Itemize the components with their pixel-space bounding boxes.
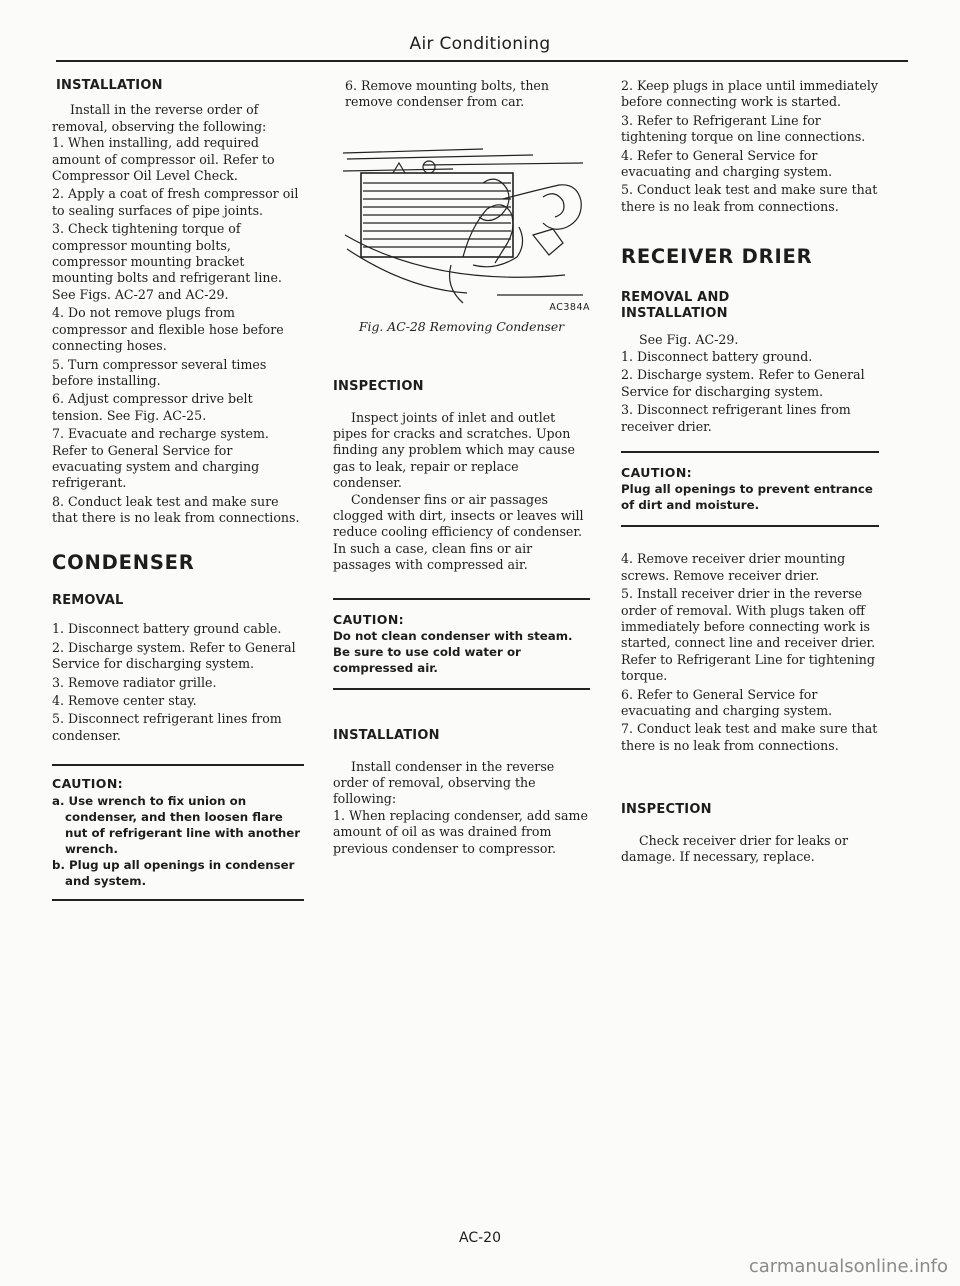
- caution-list: [52, 793, 304, 889]
- removal-step: 3. Remove radiator grille.: [52, 674, 217, 690]
- caution-title: CAUTION:: [333, 611, 405, 627]
- installation-heading: INSTALLATION: [333, 728, 440, 744]
- installation-step: 6. Adjust compressor drive belt tension. See Fig. AC-25.: [52, 391, 253, 423]
- see-figure: See Fig. AC-29.: [639, 332, 739, 348]
- installation-step: 3. Check tightening torque of compressor mounting bolts, compressor mounting bracket mounting bolts and refrigerant line. See Figs. AC-27 and AC-29.: [52, 221, 282, 302]
- inspection-heading: INSPECTION: [333, 379, 424, 395]
- installation-step: 4. Do not remove plugs from compressor and flexible hose before connecting hoses.: [52, 305, 284, 354]
- removal-heading: REMOVAL: [52, 592, 124, 608]
- installation-step: 7. Evacuate and recharge system. Refer to General Service for evacuating system and charging refrigerant.: [52, 426, 269, 491]
- page-number: AC-20: [459, 1230, 501, 1246]
- caution-item: a. Use wrench to fix union on condenser, and then loosen flare nut of refrigerant line with another wrench.: [52, 793, 301, 856]
- caution-rule-top: [333, 598, 590, 600]
- installation-step: 5. Conduct leak test and make sure that there is no leak from connections.: [621, 182, 878, 214]
- inspection-text: Check receiver drier for leaks or damage. If necessary, replace.: [621, 832, 849, 864]
- installation-step: 8. Conduct leak test and make sure that there is no leak from connections.: [52, 493, 300, 526]
- installation-step: 5. Turn compressor several times before installing.: [52, 356, 267, 388]
- removal-step: 4. Remove receiver drier mounting screws. Remove receiver drier.: [621, 551, 846, 583]
- installation-step: 4. Refer to General Service for evacuating and charging system.: [621, 147, 833, 180]
- watermark: carmanualsonline.info: [748, 1256, 948, 1277]
- removal-step: 2. Discharge system. Refer to General Service for discharging system.: [52, 639, 296, 672]
- installation-step: 2. Apply a coat of fresh compressor oil to sealing surfaces of pipe joints.: [52, 186, 299, 218]
- caution-text: Do not clean condenser with steam. Be sure to use cold water or compressed air.: [333, 629, 573, 676]
- page-title: Air Conditioning: [409, 34, 551, 54]
- receiver-drier-heading: RECEIVER DRIER: [621, 245, 813, 269]
- installation-step: 3. Refer to Refrigerant Line for tightening torque on line connections.: [621, 112, 866, 145]
- inspection-paragraph: Condenser fins or air passages clogged with dirt, insects or leaves will reduce cooling efficiency of condenser. In such a case, clean fins or air passages with compressed air.: [333, 491, 584, 573]
- figure-caption: Fig. AC-28 Removing Condenser: [358, 318, 565, 334]
- removal-step: 3. Disconnect refrigerant lines from receiver drier.: [621, 402, 851, 434]
- installation-intro: Install condenser in the reverse order of removal, observing the following:: [333, 758, 555, 807]
- removal-step: 6. Refer to General Service for evacuating and charging system.: [621, 686, 833, 718]
- caution-rule-top: [52, 764, 304, 766]
- caution-rule-top: [621, 451, 879, 453]
- condenser-figure: [333, 139, 590, 317]
- removal-step: 1. Disconnect battery ground.: [621, 348, 813, 364]
- installation-heading: INSTALLATION: [56, 78, 163, 93]
- condenser-illustration: [333, 139, 590, 304]
- installation-step: 2. Keep plugs in place until immediately before connecting work is started.: [621, 78, 878, 110]
- caution-title: CAUTION:: [621, 464, 693, 480]
- condenser-heading: CONDENSER: [52, 550, 195, 574]
- removal-step: 4. Remove center stay.: [52, 693, 197, 708]
- removal-step: 2. Discharge system. Refer to General Service for discharging system.: [621, 367, 865, 399]
- removal-installation-heading: REMOVAL AND INSTALLATION: [621, 289, 730, 322]
- inspection-heading: INSPECTION: [621, 802, 712, 818]
- inspection-paragraph: Inspect joints of inlet and outlet pipes for cracks and scratches. Upon finding any problem which may cause gas to leak, repair or replace condenser.: [333, 409, 575, 491]
- removal-step: 5. Disconnect refrigerant lines from condenser.: [52, 711, 282, 743]
- column-left: [52, 78, 304, 901]
- installation-intro: Install in the reverse order of removal, observing the following:: [52, 102, 267, 134]
- column-middle: [333, 78, 590, 859]
- column-right: [621, 78, 879, 865]
- removal-step: 7. Conduct leak test and make sure that there is no leak from connections.: [621, 721, 878, 753]
- installation-step: 1. When installing, add required amount of compressor oil. Refer to Compressor Oil Level Check.: [52, 135, 275, 184]
- removal-step: 6. Remove mounting bolts, then remove condenser from car.: [345, 78, 549, 110]
- caution-rule-bottom: [52, 899, 304, 901]
- installation-step: 1. When replacing condenser, add same amount of oil as was drained from previous condenser to compressor.: [333, 807, 588, 856]
- removal-step: 5. Install receiver drier in the reverse order of removal. With plugs taken off immediately before connecting work is started, connect line and receiver drier. Refer to Refrigerant Line for tightening torque.: [621, 586, 876, 684]
- caution-rule-bottom: [333, 688, 590, 690]
- figure-code: AC384A: [549, 302, 590, 314]
- removal-step: 1. Disconnect battery ground cable.: [52, 621, 282, 637]
- header-rule: [56, 60, 908, 62]
- caution-title: CAUTION:: [52, 776, 124, 792]
- caution-text: Plug all openings to prevent entrance of dirt and moisture.: [621, 482, 873, 513]
- caution-item: b. Plug up all openings in condenser and system.: [52, 857, 295, 888]
